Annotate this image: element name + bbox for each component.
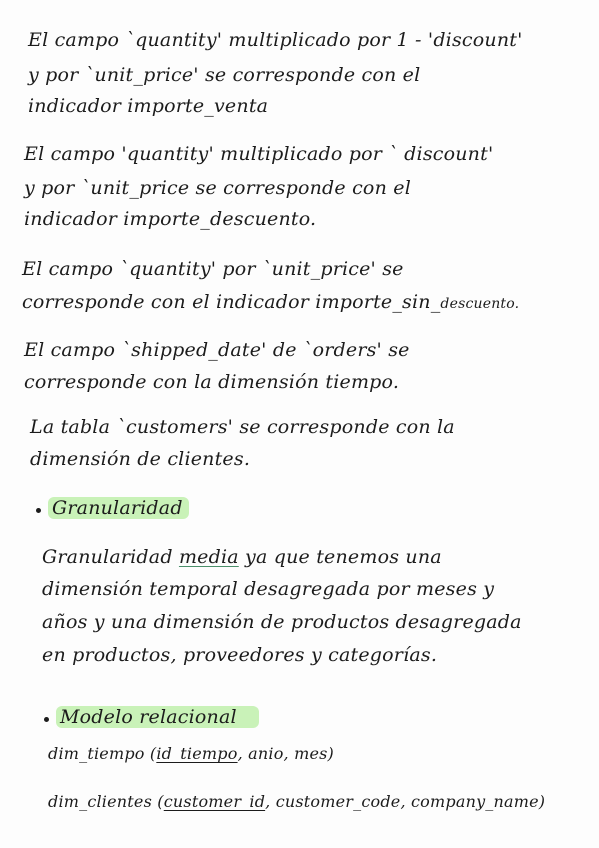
p2-line-3: indicador importe_descuento. <box>24 208 317 230</box>
p5-line-2: dimensión de clientes. <box>30 448 251 470</box>
granularidad-line-4: en productos, proveedores y categorías. <box>42 644 438 666</box>
dim-tiempo-key: id_tiempo <box>156 744 238 763</box>
bullet-icon <box>44 717 49 722</box>
granularidad-line-2: dimensión temporal desagregada por meses y <box>42 578 495 600</box>
granularidad-line-3: años y una dimensión de productos desagregada <box>42 611 522 633</box>
dim-tiempo-suffix: , anio, mes) <box>237 744 334 763</box>
p4-line-2: corresponde con la dimensión tiempo. <box>24 371 400 393</box>
granularidad-line-1c: ya que tenemos una <box>245 546 442 568</box>
p3-line-2-main: corresponde con el indicador importe_sin_ <box>22 291 441 313</box>
granularidad-line-1a: Granularidad <box>42 546 173 568</box>
dim-clientes-suffix: , customer_code, company_name) <box>265 792 546 811</box>
modelo-heading <box>56 705 259 729</box>
p3-line-1: El campo `quantity' por `unit_price' se <box>22 258 404 280</box>
dim-clientes-key: customer_id <box>163 792 266 811</box>
granularidad-line-1 <box>42 545 442 569</box>
p2-line-1: El campo 'quantity' multiplicado por ` discount' <box>24 143 494 165</box>
granularidad-media-underlined: media <box>178 546 239 568</box>
modelo-heading-text: Modelo relacional <box>56 706 259 728</box>
p2-line-2: y por `unit_price se corresponde con el <box>24 177 411 199</box>
dim-tiempo-line <box>48 742 334 766</box>
granularidad-heading-text: Granularidad <box>48 497 189 519</box>
p4-line-1: El campo `shipped_date' de `orders' se <box>24 339 410 361</box>
p5-line-1: La tabla `customers' se corresponde con la <box>30 416 455 438</box>
p1-line-1: El campo `quantity' multiplicado por 1 - 'discount' <box>28 29 523 51</box>
dim-clientes-line <box>48 790 545 814</box>
bullet-icon <box>36 508 41 513</box>
dim-tiempo-prefix: dim_tiempo ( <box>48 744 157 763</box>
granularidad-heading <box>48 496 189 520</box>
p1-line-2: y por `unit_price' se corresponde con el <box>28 64 421 86</box>
p3-line-2-small: descuento. <box>440 296 520 312</box>
p3-line-2 <box>22 290 519 316</box>
p1-line-3: indicador importe_venta <box>28 95 269 117</box>
dim-clientes-prefix: dim_clientes ( <box>48 792 164 811</box>
